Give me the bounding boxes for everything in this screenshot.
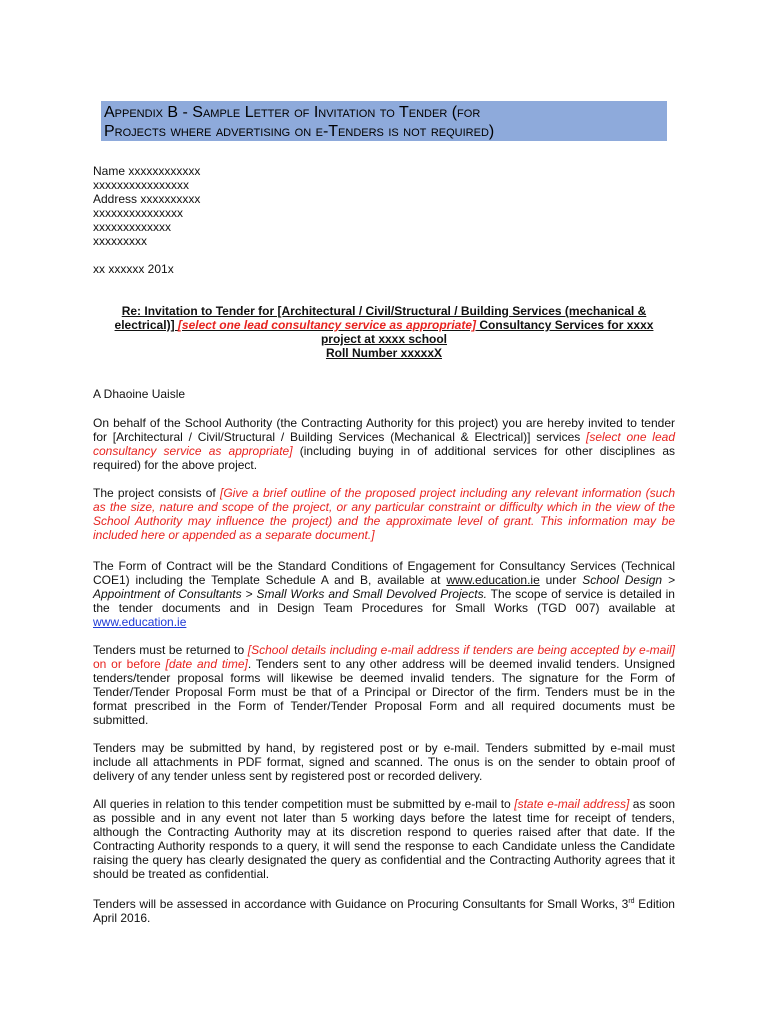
p6-text-a: All queries in relation to this tender competition must be submitted by e-mail to <box>93 797 515 811</box>
re-text-2: Consultancy Services for xxxx project at xxxx school <box>320 318 654 346</box>
address-line: xxxxxxxxxxxxx <box>93 220 171 234</box>
letter-date: xx xxxxxx 201x <box>93 262 174 276</box>
p3-text-a: The Form of Contract will be the Standard Conditions of Engagement for Consultancy Services (Technical COE1) including the Template Schedule A and B, available at <box>93 559 675 587</box>
p1-placeholder: [select one lead consultancy service as appropriate] <box>93 430 675 458</box>
p4-placeholder-3: [date and time] <box>165 657 248 671</box>
roll-number: Roll Number xxxxxX <box>325 346 443 360</box>
p3-italic: School Design > Appointment of Consultants > Small Works and Small Devolved Projects. <box>93 573 675 601</box>
p2-text-a: The project consists of <box>93 486 220 500</box>
paragraph-contract <box>93 559 675 629</box>
address-line: Address xxxxxxxxxx <box>93 192 201 206</box>
p1-text-b: (including buying in of additional services for other disciplines as required) for the above project. <box>93 444 675 472</box>
education-link[interactable]: www.education.ie <box>93 615 187 629</box>
salutation: A Dhaoine Uaisle <box>93 387 186 401</box>
address-line: xxxxxxxxxxxxxxxx <box>93 178 189 192</box>
appendix-heading <box>101 101 667 141</box>
paragraph-queries <box>93 797 675 881</box>
p3-text-b: under <box>539 573 583 587</box>
p4-text-b: . Tenders sent to any other address will be deemed invalid tenders. Unsigned tenders/tender proposal forms will likewise be deemed invalid tenders. The signature for the Form of Tender/Tender Proposal Form must be that of a Principal or Director of the firm. Tenders must be in the format prescribed in the Form of Tender/Tender Proposal Form and all required documents must be submitted. <box>93 657 676 727</box>
p4-placeholder-1: [School details including e-mail address if tenders are being accepted by e-mail] <box>247 643 675 657</box>
p1-text-a: On behalf of the School Authority (the Contracting Authority for this project) you are hereby invited to tender for [Architectural / Civil/Structural / Building Services (Mechanical & Electrical)] services <box>93 416 675 444</box>
paragraph-project <box>93 486 675 542</box>
address-line: xxxxxxxxxxxxxxx <box>93 206 183 220</box>
address-line: Name xxxxxxxxxxxx <box>93 164 201 178</box>
p7-text-a: Tenders will be assessed in accordance with Guidance on Procuring Consultants for Small Works, 3 <box>93 897 629 911</box>
re-subject <box>93 304 675 360</box>
paragraph-invitation <box>93 416 675 472</box>
education-link-text: www.education.ie <box>446 573 540 587</box>
p6-placeholder: [state e-mail address] <box>514 797 630 811</box>
paragraph-submission: Tenders may be submitted by hand, by registered post or by e-mail. Tenders submitted by e-mail must include all attachments in PDF format, signed and scanned. The onus is on the sender to obtain proof of delivery of any tender unless sent by registered post or recorded delivery. <box>93 741 675 783</box>
p2-placeholder: [Give a brief outline of the proposed project including any relevant information (such as the size, nature and scope of the project, or any particular constraint or difficulty which in the view of the School Authority may influence the project) and the approximate level of grant. This information may be included here or appended as a separate document.] <box>93 486 675 542</box>
heading-line-2: Projects where advertising on e-Tenders is not required) <box>104 123 495 140</box>
paragraph-return <box>93 643 675 727</box>
p7-text-b: Edition April 2016. <box>93 897 675 925</box>
p4-placeholder-2: on or before <box>93 657 166 671</box>
p3-text-c: The scope of service is detailed in the tender documents and in Design Team Procedures for Small Works (TGD 007) available at <box>93 587 675 615</box>
re-text-1: Re: Invitation to Tender for [Architectural / Civil/Structural / Building Services (mechanical & electrical)] <box>114 304 647 332</box>
re-placeholder: [select one lead consultancy service as appropriate] <box>177 318 477 332</box>
p6-text-b: as soon as possible and in any event not later than 5 working days before the latest time for receipt of tenders, although the Contracting Authority may at its discretion respond to queries raised after that date. If the Contracting Authority responds to a query, it will send the response to each Candidate unless the Candidate raising the query has clearly designated the query as confidential and the Contracting Authority agrees that it should be treated as confidential. <box>93 797 675 881</box>
p7-sup: rd <box>628 898 635 905</box>
paragraph-assessment <box>93 895 675 925</box>
address-line: xxxxxxxxx <box>93 234 147 248</box>
p4-text-a: Tenders must be returned to <box>93 643 248 657</box>
recipient-address <box>93 164 675 248</box>
heading-line-1: Appendix B - Sample Letter of Invitation to Tender (for <box>104 104 481 121</box>
